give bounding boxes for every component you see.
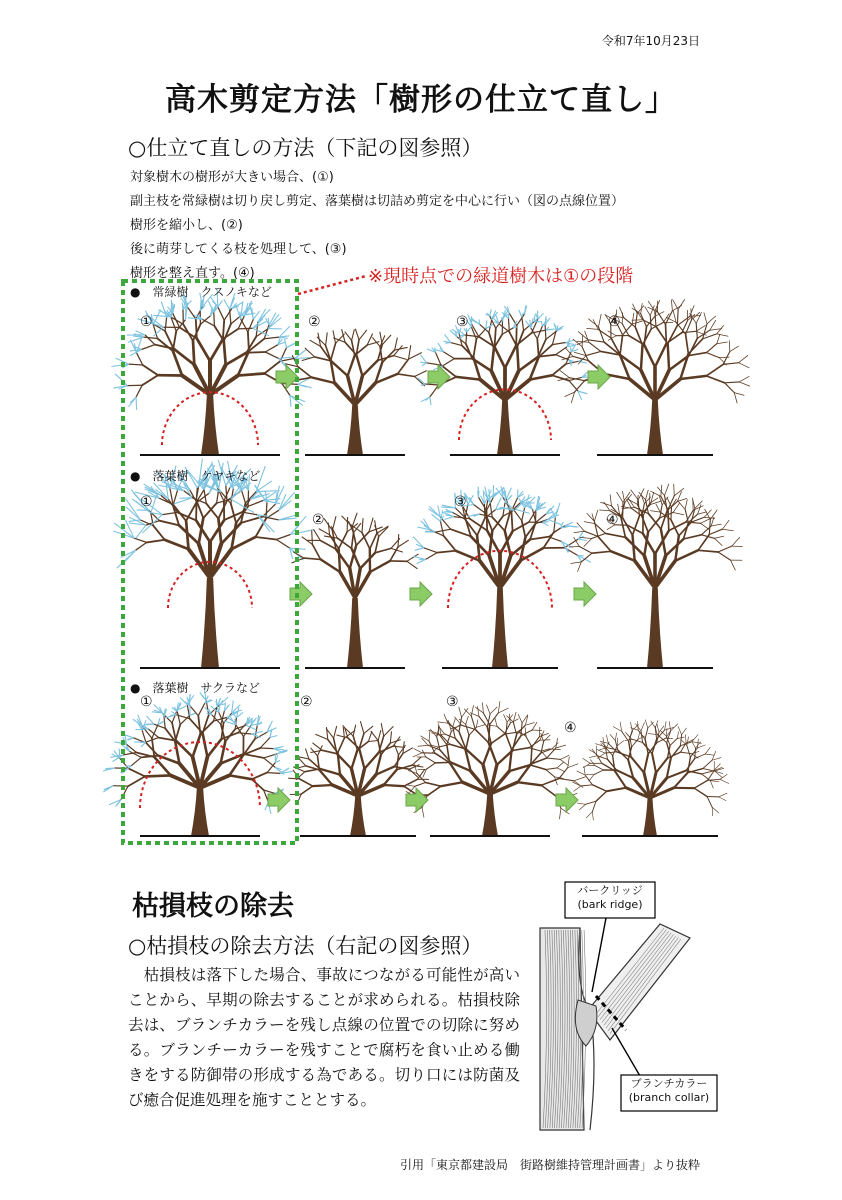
step-marker: ① [140,494,153,510]
section1-heading: ○仕立て直しの方法（下記の図参照） [128,136,483,160]
step-marker: ③ [446,694,459,710]
step-arrow [556,788,578,812]
step-marker: ② [312,512,325,528]
branch-collar-label [622,1077,716,1105]
section2-paragraph: 枯損枝は落下した場合、事故につながる可能性が高いことから、早期の除去することが求められる。枯損枝除去は、ブランチカラーを残し点線の位置での切除に努める。ブランチーカラーを残すことで腐朽を食い止める働きをする防御帯の形成する為である。切り口には防菌及び癒合促進処理を施すこととする。 [128,966,520,1109]
tree-illustration [103,688,292,836]
step-marker: ① [140,694,153,710]
instruction-line-1: 対象樹木の樹形が大きい場合、(①) [130,170,334,185]
step-marker: ④ [564,720,577,736]
step-marker: ② [308,314,321,330]
instruction-line-4: 後に萌芽してくる枝を処理して、(③) [130,242,347,257]
tree-illustration [406,702,585,837]
row-label-evergreen: ● 常緑樹 クスノキなど [130,285,272,299]
bark-ridge-label-jp: バークリッジ [577,884,643,897]
branch-collar-label-en: (branch collar) [628,1091,710,1104]
step-marker: ① [140,314,153,330]
bark-ridge-label-en: (bark ridge) [577,898,643,911]
page-title: 高木剪定方法「樹形の仕立て直し」 [165,82,677,118]
section2-heading: ○枯損枝の除去方法（右記の図参照） [128,934,483,958]
step-marker: ② [300,694,313,710]
tree-illustration [573,720,729,836]
step-marker: ④ [608,314,621,330]
instruction-line-5: 樹形を整え直す。(④) [130,266,255,281]
step-marker: ④ [606,512,619,528]
step-arrow [410,582,432,606]
row-label-cherry: ● 落葉樹 サクラなど [130,681,260,695]
bark-ridge-label [566,884,654,912]
document-date: 令和7年10月23日 [601,34,700,48]
row-label-zelkova: ● 落葉樹 ケヤキなど [130,469,261,483]
step-arrow [406,788,428,812]
branch-collar-label-jp: ブランチカラー [630,1077,708,1090]
instruction-line-2: 副主枝を常緑樹は切り戻し剪定、落葉樹は切詰め剪定を中心に行い（図の点線位置） [130,194,625,209]
tree-illustration [283,329,426,455]
step-marker: ③ [456,314,469,330]
step-arrow [588,365,610,389]
current-stage-note: ※現時点での緑道樹木は①の段階 [368,266,634,287]
step-arrow [268,788,290,812]
step-arrow [574,582,596,606]
step-marker: ③ [454,494,467,510]
tree-illustration [569,484,743,668]
source-citation: 引用「東京都建設局 街路樹維持管理計画書」より抜粋 [399,1158,700,1172]
step-arrow [290,582,312,606]
tree-illustration [113,458,313,668]
note-leader-line [298,276,366,294]
tree-illustration [289,722,429,836]
instruction-line-3: 樹形を縮小し、(②) [130,218,243,233]
section2-title: 枯損枝の除去 [132,891,294,922]
step-arrow [276,365,298,389]
tree-illustration [413,485,591,668]
tree-illustration [292,513,418,668]
